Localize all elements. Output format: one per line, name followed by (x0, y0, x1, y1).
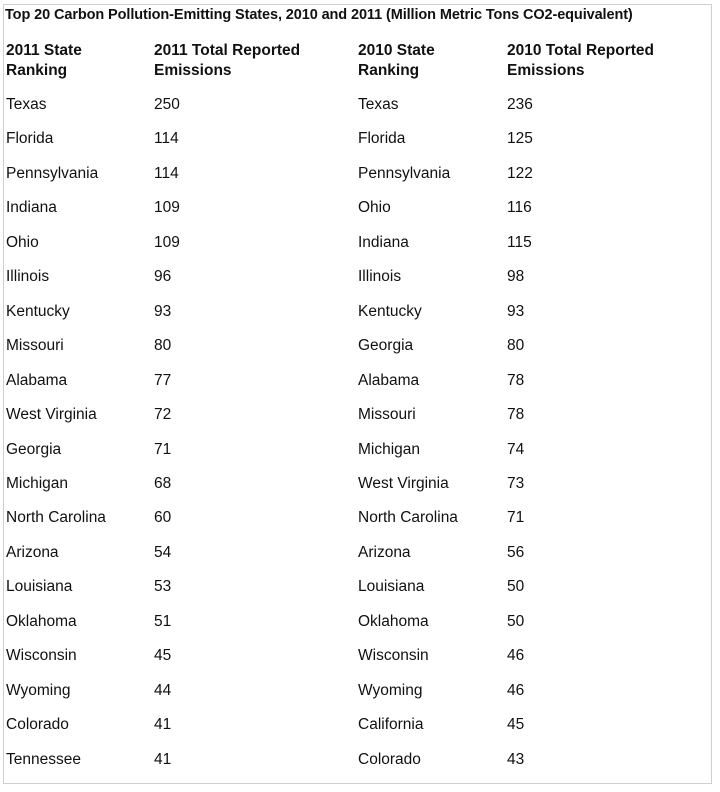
state-2010-cell: Arizona (358, 544, 411, 561)
state-2011-cell: Missouri (6, 337, 64, 354)
state-2011-cell: Indiana (6, 199, 57, 216)
emissions-2010-cell: 93 (507, 303, 525, 320)
header-2011-total-emissions: 2011 Total Reported Emissions (154, 42, 301, 79)
state-2010-cell: Wisconsin (358, 647, 429, 664)
state-2010-cell: Pennsylvania (358, 165, 451, 182)
emissions-2010-cell: 46 (507, 647, 525, 664)
emissions-2010-cell: 78 (507, 372, 525, 389)
emissions-2011-cell: 96 (154, 268, 172, 285)
state-2010-cell: Louisiana (358, 578, 425, 595)
header-2010-state-ranking: 2010 State Ranking (358, 42, 435, 79)
state-2010-cell: West Virginia (358, 475, 449, 492)
state-2011-cell: Arizona (6, 544, 59, 561)
state-2011-cell: Illinois (6, 268, 50, 285)
header-2011-state-ranking: 2011 State Ranking (6, 42, 82, 79)
header-2010-total-emissions: 2010 Total Reported Emissions (507, 42, 655, 79)
state-2010-cell: Georgia (358, 337, 414, 354)
state-2011-cell: Alabama (6, 372, 68, 389)
emissions-2011-cell: 72 (154, 406, 172, 423)
emissions-2011-cell: 114 (154, 130, 179, 147)
emissions-2010-cell: 46 (507, 682, 525, 699)
emissions-2010-cell: 125 (507, 130, 533, 147)
emissions-2011-cell: 45 (154, 647, 172, 664)
state-2010-cell: Michigan (358, 441, 421, 458)
emissions-2011-cell: 80 (154, 337, 172, 354)
emissions-2010-cell: 80 (507, 337, 525, 354)
state-2010-cell: Texas (358, 96, 399, 113)
state-2011-cell: Oklahoma (6, 613, 77, 630)
state-2011-cell: Colorado (6, 716, 69, 733)
state-2010-cell: Colorado (358, 751, 421, 768)
state-2010-cell: Alabama (358, 372, 420, 389)
emissions-2010-cell: 73 (507, 475, 525, 492)
emissions-2010-cell: 50 (507, 613, 525, 630)
emissions-2011-cell: 54 (154, 544, 172, 561)
state-2010-cell: California (358, 716, 424, 733)
emissions-2011-cell: 109 (154, 199, 180, 216)
emissions-2011-cell: 41 (154, 751, 172, 768)
state-2011-cell: Georgia (6, 441, 62, 458)
emissions-2011-cell: 93 (154, 303, 172, 320)
state-2010-cell: Wyoming (358, 682, 423, 699)
emissions-2011-cell: 114 (154, 165, 179, 182)
emissions-2011-cell: 41 (154, 716, 172, 733)
state-2010-cell: Ohio (358, 199, 391, 216)
state-2010-cell: Kentucky (358, 303, 422, 320)
emissions-2011-cell: 109 (154, 234, 180, 251)
state-2011-cell: Florida (6, 130, 54, 147)
state-2011-cell: Texas (6, 96, 47, 113)
state-2010-cell: Missouri (358, 406, 416, 423)
state-2011-cell: Wyoming (6, 682, 71, 699)
emissions-2010-cell: 43 (507, 751, 525, 768)
emissions-2011-cell: 250 (154, 96, 180, 113)
emissions-2010-cell: 122 (507, 165, 533, 182)
emissions-2010-cell: 45 (507, 716, 525, 733)
state-2010-cell: North Carolina (358, 509, 458, 526)
emissions-2010-cell: 115 (507, 234, 532, 251)
state-2010-cell: Oklahoma (358, 613, 429, 630)
emissions-2011-cell: 53 (154, 578, 172, 595)
emissions-2010-cell: 78 (507, 406, 525, 423)
emissions-2011-cell: 51 (154, 613, 172, 630)
emissions-2011-cell: 60 (154, 509, 172, 526)
state-2010-cell: Illinois (358, 268, 402, 285)
table-title: Top 20 Carbon Pollution-Emitting States, 2010 and 2011 (Million Metric Tons CO2-equivalent) (5, 7, 633, 23)
emissions-2011-cell: 71 (154, 441, 172, 458)
emissions-2011-cell: 44 (154, 682, 172, 699)
state-2010-cell: Indiana (358, 234, 409, 251)
state-2011-cell: Pennsylvania (6, 165, 99, 182)
state-2011-cell: Louisiana (6, 578, 73, 595)
emissions-2010-cell: 98 (507, 268, 525, 285)
state-2010-cell: Florida (358, 130, 406, 147)
emissions-2011-cell: 68 (154, 475, 172, 492)
emissions-2010-cell: 116 (507, 199, 532, 216)
emissions-2011-cell: 77 (154, 372, 172, 389)
table-frame (3, 4, 712, 784)
emissions-2010-cell: 71 (507, 509, 525, 526)
state-2011-cell: Tennessee (6, 751, 81, 768)
emissions-2010-cell: 56 (507, 544, 525, 561)
emissions-2010-cell: 50 (507, 578, 525, 595)
state-2011-cell: Wisconsin (6, 647, 77, 664)
state-2011-cell: Kentucky (6, 303, 70, 320)
emissions-2010-cell: 74 (507, 441, 525, 458)
emissions-2010-cell: 236 (507, 96, 533, 113)
state-2011-cell: Michigan (6, 475, 69, 492)
state-2011-cell: North Carolina (6, 509, 106, 526)
state-2011-cell: West Virginia (6, 406, 97, 423)
state-2011-cell: Ohio (6, 234, 39, 251)
